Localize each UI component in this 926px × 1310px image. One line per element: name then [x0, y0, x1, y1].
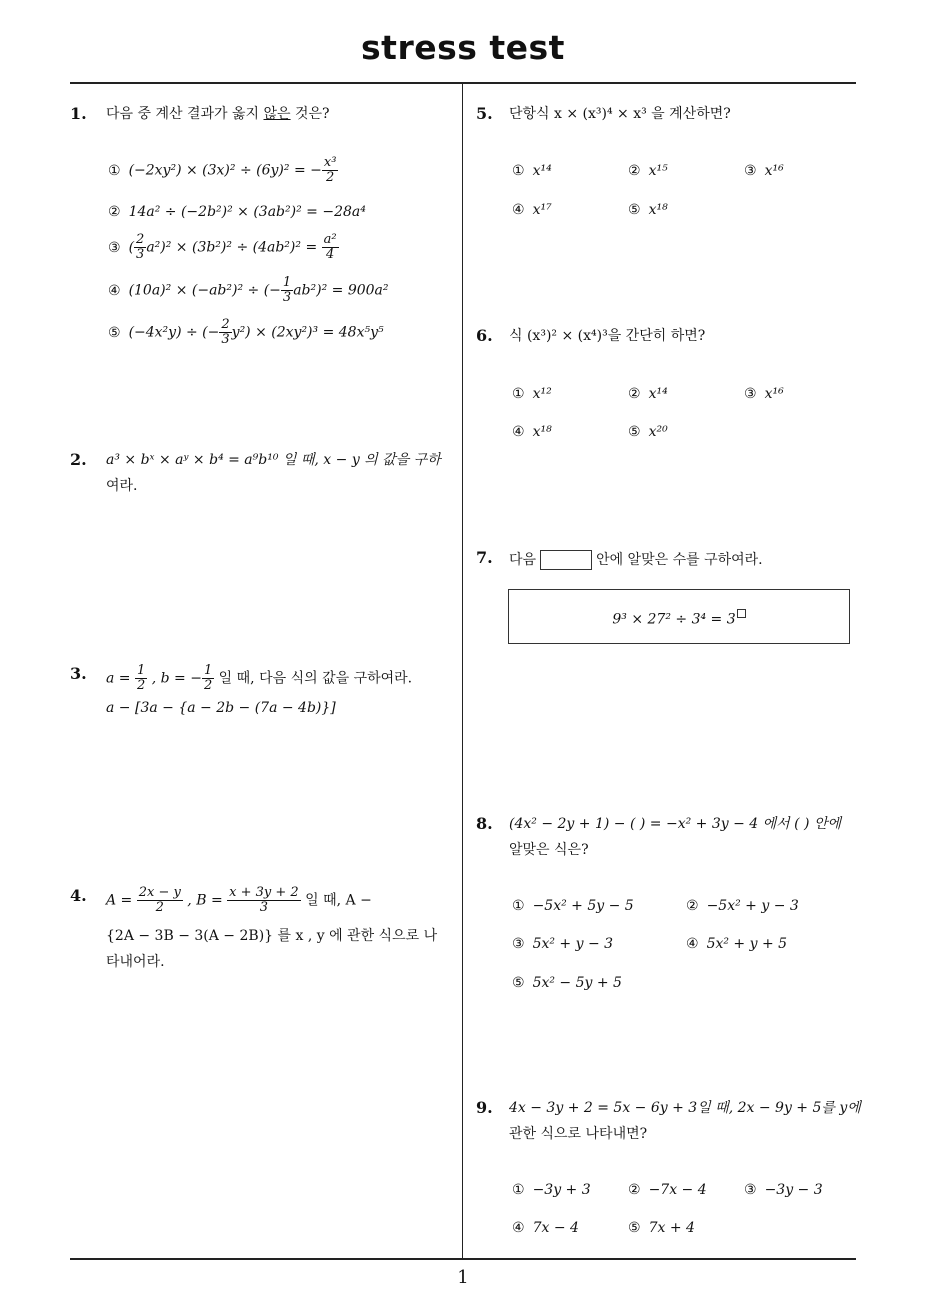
fraction: $\frac{2}{3}$: [221, 317, 230, 347]
q5-option-3[interactable]: ③ x¹⁶: [744, 163, 784, 179]
q6-option-4[interactable]: ④ x¹⁸: [512, 424, 552, 440]
page-number: 1: [457, 1267, 469, 1288]
q8-option-4[interactable]: ④ 5x² + y + 5: [686, 936, 788, 952]
fraction: $\frac{1}{3}$: [282, 275, 292, 305]
question-number: 7.: [476, 548, 493, 567]
q9-option-3[interactable]: ③ −3y − 3: [744, 1182, 823, 1198]
question-text: (4x² − 2y + 1) − ( ) = −x² + 3y − 4 에서 ( ) 안에: [509, 816, 842, 832]
page-title: stress test: [361, 28, 565, 67]
question-2: [70, 450, 455, 500]
q6-option-1[interactable]: ① x¹²: [512, 386, 552, 402]
question-text-line2: 관한 식으로 나타내면?: [509, 1126, 648, 1142]
q6-option-5[interactable]: ⑤ x²⁰: [628, 424, 668, 440]
question-text-line2: 알맞은 식은?: [509, 842, 589, 858]
question-9: [476, 1098, 861, 1148]
question-number: 6.: [476, 326, 493, 345]
question-text: 다음 중 계산 결과가 옳지 않은 것은?: [106, 106, 330, 122]
question-number: 2.: [70, 450, 87, 469]
fraction: $\frac{1}{2}$: [203, 663, 213, 693]
q9-option-5[interactable]: ⑤ 7x + 4: [628, 1220, 695, 1236]
q9-option-4[interactable]: ④ 7x − 4: [512, 1220, 579, 1236]
q9-option-2[interactable]: ② −7x − 4: [628, 1182, 707, 1198]
expression-box: [508, 589, 850, 644]
fraction: $\frac{\text{a²}}{4}$: [323, 232, 337, 262]
question-5: [476, 104, 861, 128]
q8-option-1[interactable]: ① −5x² + 5y − 5: [512, 898, 634, 914]
question-3: [70, 664, 455, 724]
question-text-line3: 타내어라.: [106, 954, 165, 970]
fraction: $\frac{\text{x³}}{2}$: [323, 155, 337, 185]
question-number: 9.: [476, 1098, 493, 1117]
bottom-rule: [70, 1258, 856, 1260]
top-rule: [70, 82, 856, 84]
question-text: 단항식 x × (x³)⁴ × x³ 을 계산하면?: [509, 106, 731, 122]
q8-option-5[interactable]: ⑤ 5x² − 5y + 5: [512, 975, 622, 991]
question-expression: a − [3a − {a − 2b − (7a − 4b)}]: [106, 700, 336, 716]
box-expression: 9³ × 27² ÷ 3⁴ = 3: [612, 611, 736, 628]
q5-option-4[interactable]: ④ x¹⁷: [512, 202, 552, 218]
question-text: a = $\frac{1}{2}$ , b = − $\frac{1}{2}$ 일 때, 다음 식의 값을 구하여라.: [106, 663, 413, 693]
question-text: 4x − 3y + 2 = 5x − 6y + 3일 때, 2x − 9y + 5를 y에: [509, 1100, 861, 1116]
question-number: 5.: [476, 104, 493, 123]
q1-option-3[interactable]: ③ ( $\frac{2}{3}$ a²)² × (3b²)² ÷ (4ab²)² = $\frac{\text{a²}}{4}$: [108, 232, 337, 262]
fraction: $\frac{x + 3y + 2}{3}$: [229, 885, 299, 915]
q8-option-3[interactable]: ③ 5x² + y − 3: [512, 936, 614, 952]
q1-option-1[interactable]: ① (−2xy²) × (3x)² ÷ (6y)² = − $\frac{\text{x³}}{2}$: [108, 155, 337, 185]
fraction: $\frac{2}{3}$: [136, 232, 145, 262]
question-7: [476, 548, 861, 574]
q6-option-3[interactable]: ③ x¹⁶: [744, 386, 784, 402]
question-text-line2: {2A − 3B − 3(A − 2B)} 를 x , y 에 관한 식으로 나: [106, 928, 438, 944]
q6-option-2[interactable]: ② x¹⁴: [628, 386, 668, 402]
column-divider: [462, 83, 463, 1259]
question-4: [70, 886, 455, 976]
question-text: 다음 안에 알맞은 수를 구하여라.: [509, 552, 763, 568]
question-text-line2: 여라.: [106, 478, 138, 494]
q5-option-1[interactable]: ① x¹⁴: [512, 163, 552, 179]
q8-option-2[interactable]: ② −5x² + y − 3: [686, 898, 799, 914]
q5-option-5[interactable]: ⑤ x¹⁸: [628, 202, 668, 218]
question-6: [476, 326, 861, 350]
question-number: 1.: [70, 104, 87, 123]
question-number: 8.: [476, 814, 493, 833]
q1-option-5[interactable]: ⑤ (−4x²y) ÷ (− $\frac{2}{3}$ y²) × (2xy²)³ = 48x⁵y⁵: [108, 317, 384, 347]
question-text: 식 (x³)² × (x⁴)³을 간단히 하면?: [509, 328, 706, 344]
fraction: $\frac{2x - y}{2}$: [138, 885, 181, 915]
blank-square-icon: [737, 609, 746, 618]
question-8: [476, 814, 861, 864]
q9-option-1[interactable]: ① −3y + 3: [512, 1182, 591, 1198]
q1-option-2[interactable]: ② 14a² ÷ (−2b²)² × (3ab²)² = −28a⁴: [108, 204, 366, 220]
q5-option-2[interactable]: ② x¹⁵: [628, 163, 668, 179]
q1-option-4[interactable]: ④ (10a)² × (−ab²)² ÷ (− $\frac{1}{3}$ ab²)² = 900a²: [108, 275, 389, 305]
question-text: A = $\frac{2x - y}{2}$ , B = $\frac{x + 3y + 2}{3}$ 일 때, A −: [106, 885, 372, 915]
question-number: 3.: [70, 664, 87, 683]
question-text: a³ × bˣ × aʸ × b⁴ = a⁹b¹⁰ 일 때, x − y 의 값을 구하: [106, 452, 441, 468]
question-number: 4.: [70, 886, 87, 905]
answer-blank[interactable]: [540, 550, 592, 570]
fraction: $\frac{1}{2}$: [136, 663, 146, 693]
